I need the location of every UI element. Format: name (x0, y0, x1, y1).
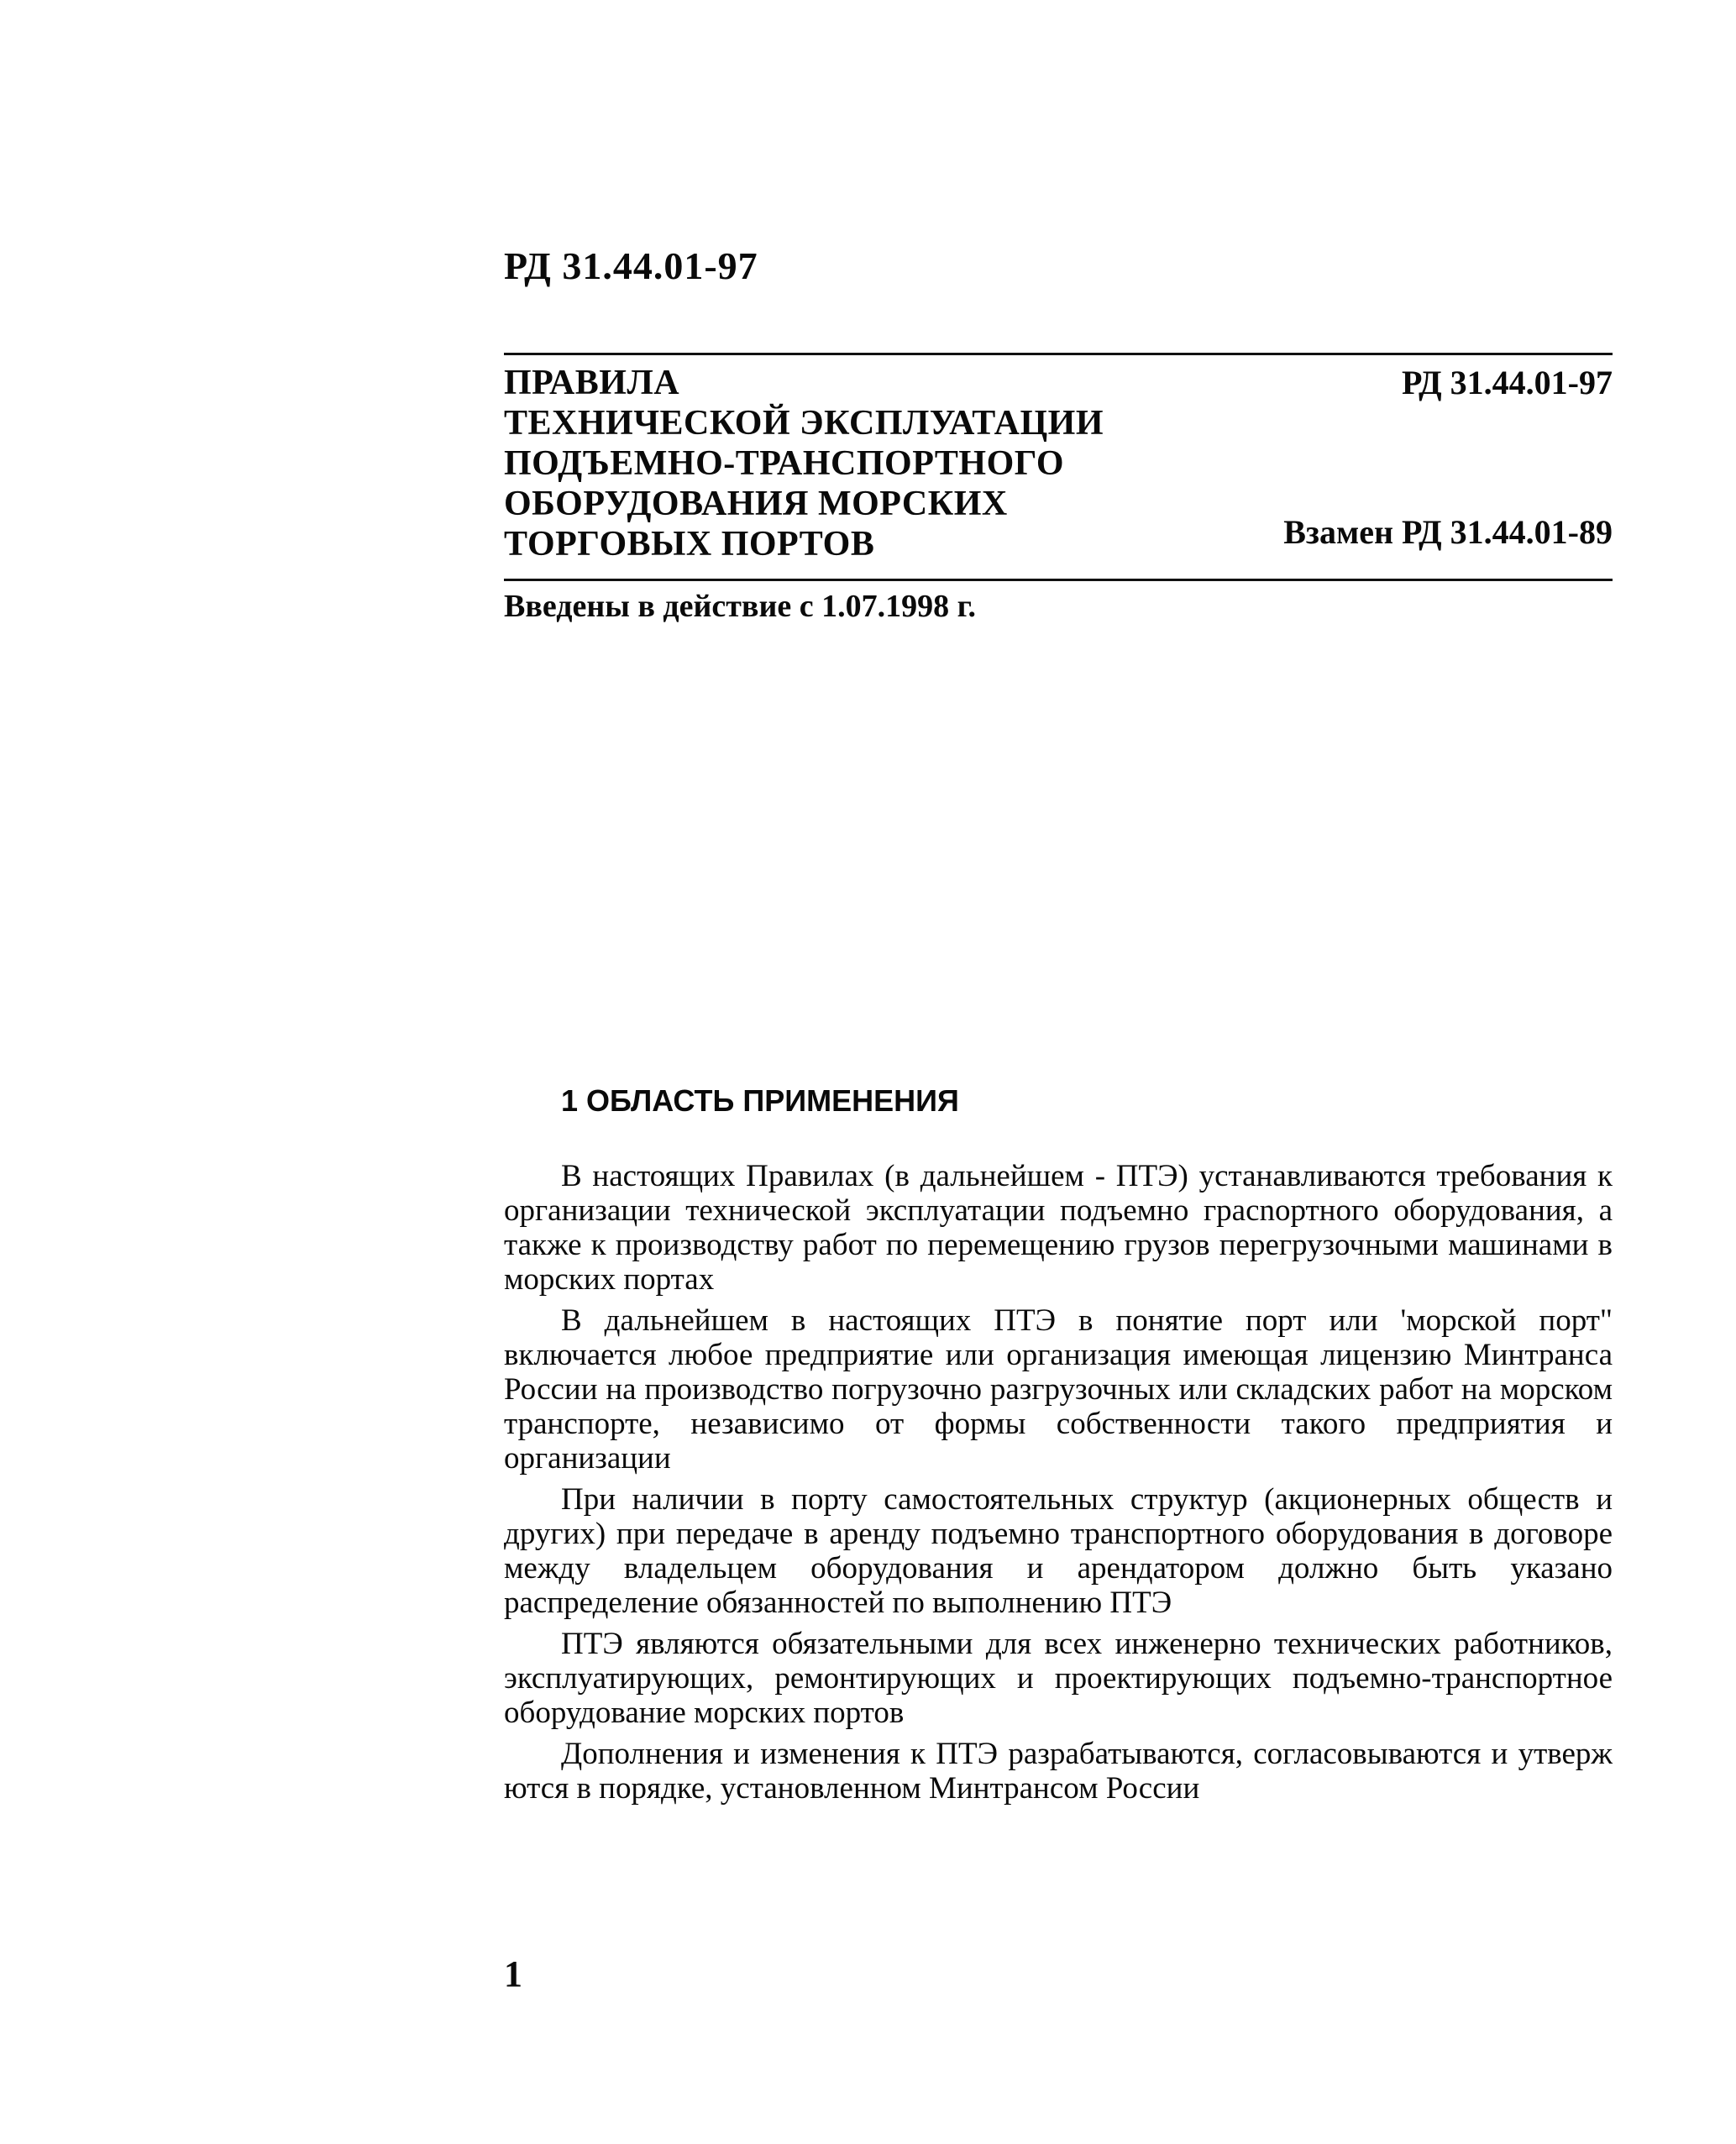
title-line: ПРАВИЛА (504, 364, 680, 402)
section-body (504, 1159, 1613, 1812)
title-line: ТОРГОВЫХ ПОРТОВ (504, 525, 875, 564)
effective-date: Введены в действие с 1.07.1998 г. (504, 589, 977, 624)
replaces-document: Взамен РД 31.44.01-89 (1283, 513, 1613, 551)
title-top-rule (504, 353, 1613, 355)
title-line: ТЕХНИЧЕСКОЙ ЭКСПЛУАТАЦИИ (504, 404, 1104, 443)
document-code-right: РД 31.44.01-97 (1402, 364, 1613, 401)
title-line: ОБОРУДОВАНИЯ МОРСКИХ (504, 485, 1008, 523)
paragraph: В настоящих Правилах (в дальнейшем - ПТЭ) устанавливаются требования к организации технической эксплуатации подъемно грасnортного оборудования, а также к производству работ по перемещению грузов перегрузочными машинами в морских портах (504, 1159, 1613, 1297)
title-line: ПОДЪЕМНО-ТРАНСПОРТНОГО (504, 444, 1065, 483)
paragraph: ПТЭ являются обязательными для всех инженерно технических работников, эксплуатирующих, ремонтирующих и проектирующих подъемно-транспортное оборудование морских портов (504, 1627, 1613, 1730)
section-heading: 1 ОБЛАСТЬ ПРИМЕНЕНИЯ (561, 1083, 959, 1118)
page-number: 1 (504, 1953, 522, 1995)
document-code-header: РД 31.44.01-97 (504, 244, 758, 287)
paragraph: В дальнейшем в настоящих ПТЭ в понятие порт или 'морской порт" включается любое предприятие или организация имеющая лицензию Минтранса России на производство погрузочно разгрузочных или складских работ на морском транспорте, независимо от формы собственности такого предприятия и организации (504, 1303, 1613, 1476)
paragraph: Дополнения и изменения к ПТЭ разрабатываются, согласовываются и утверж ются в порядке, установленном Минтрансом России (504, 1737, 1613, 1806)
document-title (504, 363, 1104, 564)
paragraph: При наличии в порту самостоятельных структур (акционерных обществ и других) при передаче в аренду подъемно транспортного оборудования в договоре между владельцем оборудования и арендатором должно быть указано распределение обязанностей по выполнению ПТЭ (504, 1482, 1613, 1620)
title-bottom-rule (504, 579, 1613, 581)
